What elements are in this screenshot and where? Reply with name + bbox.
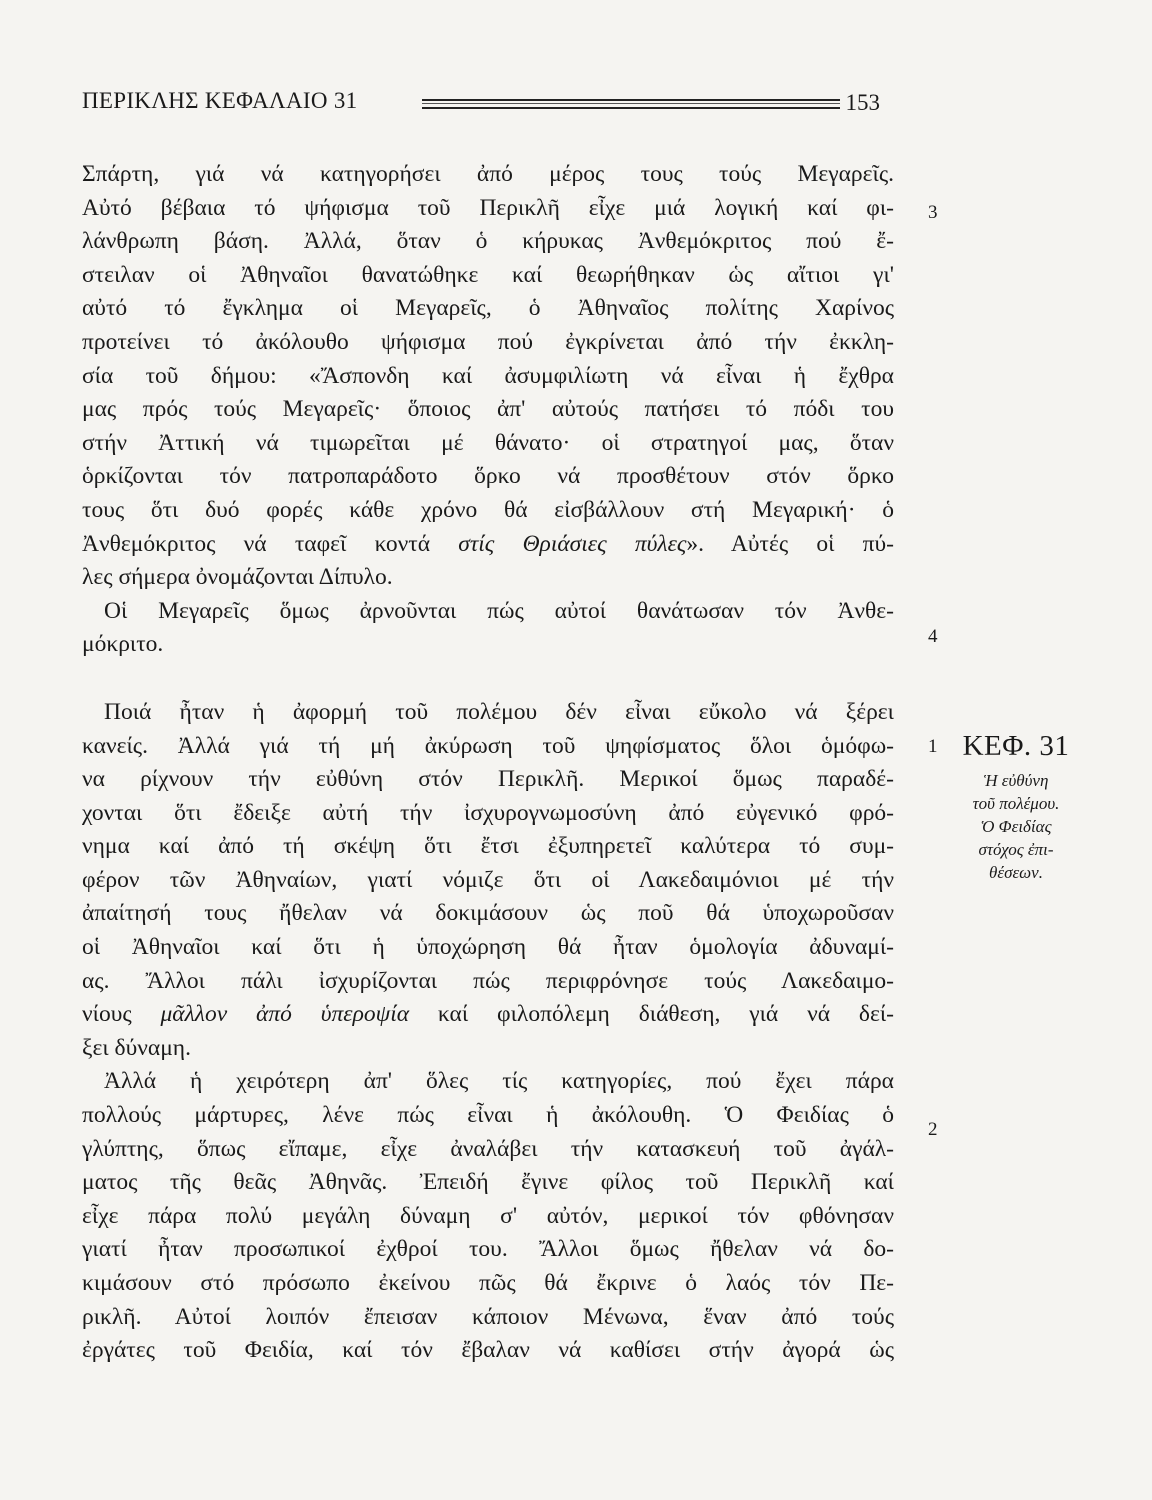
text-line: να ρίχνουν τήν εὐθύνη στόν Περικλῆ. Μερικοί ὅμως παραδέ- (82, 766, 894, 793)
chapter-margin-note (956, 730, 1076, 884)
summary-line: τοῦ πολέμου. (972, 794, 1060, 813)
text-line: μόκριτο. (82, 631, 164, 658)
running-head (82, 88, 880, 128)
margin-section-number: 2 (928, 1119, 938, 1140)
text-line: στήν Ἀττική νά τιμωρεῖται μέ θάνατο· οἱ στρατηγοί μας, ὅταν (82, 429, 894, 456)
text-line: Ἀλλά ἡ χειρότερη ἀπ' ὅλες τίς κατηγορίες, πού ἔχει πάρα (104, 1068, 894, 1095)
page-number: 153 (845, 90, 880, 115)
summary-line: στόχος ἐπι- (978, 840, 1054, 859)
text-line: ρικλῆ. Αὐτοί λοιπόν ἔπεισαν κάποιον Μένωνα, ἕναν ἀπό τούς (82, 1303, 894, 1330)
text-line: τους ὅτι δυό φορές κάθε χρόνο θά εἰσβάλλουν στή Μεγαρική· ὁ (82, 496, 894, 523)
text-line: στειλαν οἱ Ἀθηναῖοι θανατώθηκε καί θεωρήθηκαν ὡς αἴτιοι γι' (82, 261, 894, 288)
text-line: ἐργάτες τοῦ Φειδία, καί τόν ἔβαλαν νά καθίσει στήν ἀγορά ὡς (82, 1337, 894, 1364)
text-line: γλύπτης, ὅπως εἴπαμε, εἶχε ἀναλάβει τήν κατασκευή τοῦ ἀγάλ- (82, 1135, 894, 1162)
text-line: εἶχε πάρα πολύ μεγάλη δύναμη σ' αὐτόν, μερικοί τόν φθόνησαν (82, 1202, 894, 1229)
italic-phrase: μᾶλλον ἀπό ὑπεροψία (160, 1001, 410, 1028)
text-line: ἀπαίτησή τους ἤθελαν νά δοκιμάσουν ὡς ποῦ θά ὑποχωροῦσαν (82, 900, 894, 927)
running-title: ΠΕΡΙΚΛΗΣ ΚΕΦΑΛΑΙΟ 31 (82, 88, 358, 113)
margin-section-number: 4 (928, 626, 938, 647)
chapter-summary (956, 769, 1076, 884)
margin-section-number: 3 (928, 202, 938, 223)
text-segment: Ἀνθεμόκριτος νά ταφεῖ κοντά (82, 530, 459, 557)
text-line: κανείς. Ἀλλά γιά τή μή ἀκύρωση τοῦ ψηφίσματος ὅλοι ὁμόφω- (82, 732, 894, 759)
italic-phrase: στίς Θριάσιες πύλες (458, 530, 687, 557)
text-line: ας. Ἄλλοι πάλι ἰσχυρίζονται πώς περιφρόνησε τούς Λακεδαιμο- (82, 967, 894, 994)
text-line: αὐτό τό ἔγκλημα οἱ Μεγαρεῖς, ὁ Ἀθηναῖος πολίτης Χαρίνος (82, 295, 894, 322)
paragraph-3 (82, 696, 894, 1066)
text-line: λες σήμερα ὀνομάζονται Δίπυλο. (82, 564, 393, 591)
text-line: προτείνει τό ἀκόλουθο ψήφισμα πού ἐγκρίνεται ἀπό τήν ἐκκλη- (82, 328, 894, 355)
header-double-rule (422, 99, 840, 109)
text-line: γιατί ἦταν προσωπικοί ἐχθροί του. Ἄλλοι ὅμως ἤθελαν νά δο- (82, 1236, 894, 1263)
text-line: οἱ Ἀθηναῖοι καί ὅτι ἡ ὑποχώρηση θά ἦταν ὁμολογία ἀδυναμί- (82, 934, 894, 961)
summary-line: θέσεων. (989, 863, 1043, 882)
summary-line: Ἡ εὐθύνη (983, 771, 1049, 790)
text-line: φέρον τῶν Ἀθηναίων, γιατί νόμιζε ὅτι οἱ Λακεδαιμόνιοι μέ τήν (82, 866, 894, 893)
text-line: Οἱ Μεγαρεῖς ὅμως ἀρνοῦνται πώς αὐτοί θανάτωσαν τόν Ἀνθε- (104, 597, 894, 624)
text-line-mixed (82, 998, 894, 1032)
summary-line: Ὁ Φειδίας (980, 817, 1052, 836)
paragraph-1 (82, 158, 894, 595)
text-line: ὁρκίζονται τόν πατροπαράδοτο ὅρκο νά προσθέτουν στόν ὅρκο (82, 463, 894, 490)
paragraph-2 (82, 595, 894, 662)
text-line: νημα καί ἀπό τή σκέψη ὅτι ἔτσι ἐξυπηρετεῖ καλύτερα τό συμ- (82, 833, 894, 860)
chapter-label: ΚΕΦ. 31 (962, 730, 1070, 762)
text-line: Αὐτό βέβαια τό ψήφισμα τοῦ Περικλῆ εἶχε μιά λογική καί φι- (82, 194, 894, 221)
text-line-mixed (82, 528, 894, 562)
text-line: σία τοῦ δήμου: «Ἄσπονδη καί ἀσυμφιλίωτη νά εἶναι ἡ ἔχθρα (82, 362, 894, 389)
margin-section-number: 1 (928, 736, 938, 757)
text-segment: νίους (82, 1001, 161, 1028)
section-gap (82, 662, 894, 696)
text-line: ξει δύναμη. (82, 1034, 191, 1061)
text-line: Ποιά ἦταν ἡ ἀφορμή τοῦ πολέμου δέν εἶναι εὔκολο νά ξέρει (104, 698, 894, 725)
paragraph-4 (82, 1065, 894, 1367)
text-segment: ». Αὐτές οἱ πύ- (686, 530, 894, 557)
main-text (82, 158, 894, 1368)
text-line: χονται ὅτι ἔδειξε αὐτή τήν ἰσχυρογνωμοσύνη ἀπό εὐγενικό φρό- (82, 799, 894, 826)
text-line: μας πρός τούς Μεγαρεῖς· ὅποιος ἀπ' αὐτούς πατήσει τό πόδι του (82, 396, 894, 423)
text-line: κιμάσουν στό πρόσωπο ἐκείνου πῶς θά ἔκρινε ὁ λαός τόν Πε- (82, 1270, 894, 1296)
text-segment: καί φιλοπόλεμη διάθεση, γιά νά δεί- (409, 1001, 894, 1028)
text-line: λάνθρωπη βάση. Ἀλλά, ὅταν ὁ κήρυκας Ἀνθεμόκριτος πού ἔ- (82, 228, 894, 255)
text-line: πολλούς μάρτυρες, λένε πώς εἶναι ἡ ἀκόλουθη. Ὁ Φειδίας ὁ (82, 1102, 894, 1129)
text-line: Σπάρτη, γιά νά κατηγορήσει ἀπό μέρος τους τούς Μεγαρεῖς. (82, 161, 894, 187)
text-line: ματος τῆς θεᾶς Ἀθηνᾶς. Ἐπειδή ἔγινε φίλος τοῦ Περικλῆ καί (82, 1169, 894, 1196)
